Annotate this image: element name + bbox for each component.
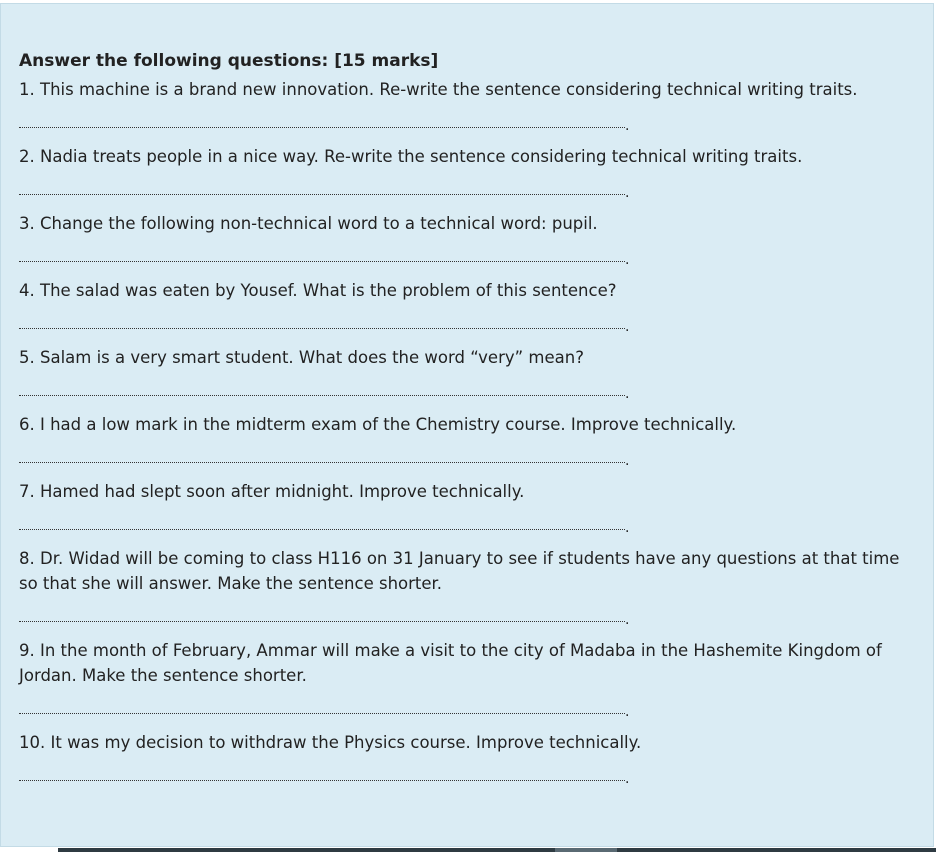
question-5: 5. Salam is a very smart student. What does the word “very” mean? xyxy=(19,348,584,367)
question-9: 9. In the month of February, Ammar will make a visit to the city of Madaba in the Hashemite Kingdom of Jordan. Make the sentence shorter. xyxy=(19,641,882,685)
answer-line-tail: . xyxy=(625,453,631,469)
answer-line-tail: . xyxy=(625,118,631,134)
answer-line-tail: . xyxy=(625,771,631,787)
question-1: 1. This machine is a brand new innovation. Re-write the sentence considering technical writing traits. xyxy=(19,80,858,99)
question-4: 4. The salad was eaten by Yousef. What is the problem of this sentence? xyxy=(19,281,617,300)
question-8: 8. Dr. Widad will be coming to class H116 on 31 January to see if students have any questions at that time so that she will answer. Make the sentence shorter. xyxy=(19,549,900,593)
question-list xyxy=(19,49,909,797)
question-10: 10. It was my decision to withdraw the Physics course. Improve technically. xyxy=(19,733,642,752)
answer-line-1[interactable] xyxy=(19,108,909,133)
answer-line-tail: . xyxy=(625,612,631,628)
answer-line-5[interactable] xyxy=(19,376,909,401)
answer-line-tail: . xyxy=(625,252,631,268)
answer-line-8[interactable] xyxy=(19,602,909,627)
answer-line-6[interactable] xyxy=(19,443,909,468)
horizontal-scrollbar[interactable] xyxy=(58,848,936,852)
answer-line-3[interactable] xyxy=(19,242,909,267)
answer-line-9[interactable] xyxy=(19,694,909,719)
scrollbar-thumb[interactable] xyxy=(555,848,617,852)
answer-line-2[interactable] xyxy=(19,175,909,200)
section-heading: Answer the following questions: [15 marks] xyxy=(19,51,439,71)
question-panel xyxy=(0,3,934,847)
question-3: 3. Change the following non-technical word to a technical word: pupil. xyxy=(19,214,598,233)
question-6: 6. I had a low mark in the midterm exam of the Chemistry course. Improve technically. xyxy=(19,415,737,434)
answer-line-10[interactable] xyxy=(19,761,909,786)
question-7: 7. Hamed had slept soon after midnight. Improve technically. xyxy=(19,482,525,501)
answer-line-tail: . xyxy=(625,520,631,536)
answer-line-tail: . xyxy=(625,185,631,201)
question-2: 2. Nadia treats people in a nice way. Re-write the sentence considering technical writing traits. xyxy=(19,147,803,166)
answer-line-tail: . xyxy=(625,704,631,720)
answer-line-tail: . xyxy=(625,386,631,402)
answer-line-7[interactable] xyxy=(19,510,909,535)
answer-line-4[interactable] xyxy=(19,309,909,334)
answer-line-tail: . xyxy=(625,319,631,335)
